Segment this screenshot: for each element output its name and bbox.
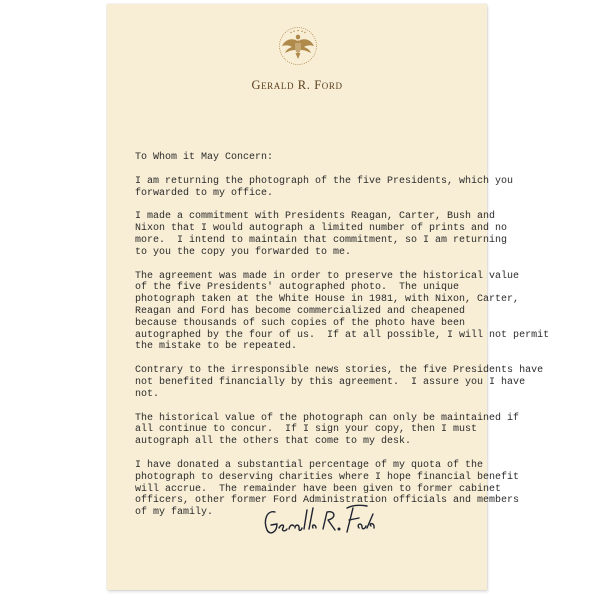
paragraph-5: The historical value of the photograph can only be maintained if all continue to concur. If I sign your copy, then I must autograph all the others that come to my desk. xyxy=(135,412,520,448)
paragraph-1: I am returning the photograph of the five Presidents, which you forwarded to my office. xyxy=(135,175,514,199)
letter-page xyxy=(107,4,550,590)
letterhead-name: Gerald R. Ford xyxy=(251,78,343,92)
salutation: To Whom it May Concern: xyxy=(135,152,274,163)
paragraph-6: I have donated a substantial percentage of my quota of the photograph to deserving charities where I hope financial benefit will accrue. The remainder have been given to former cabinet officers, other former Ford Administration officials and members of my family. xyxy=(135,459,520,519)
paragraph-3: The agreement was made in order to preserve the historical value of the five Presidents' autographed photo. The unique photograph taken at the White House in 1981, with Nixon, Carter, Reagan and Ford has become commercialized and cheapened because thousands of such copies of the photo have been autographed by the four of us. If at all possible, I will not permit the mistake to be repeated. xyxy=(135,270,550,353)
letter-body xyxy=(135,152,550,531)
presidential-eagle-seal-icon xyxy=(278,26,318,66)
handwritten-signature xyxy=(259,498,379,542)
paragraph-2: I made a commitment with Presidents Reagan, Carter, Bush and Nixon that I would autograph a limited number of prints and no more. I intend to maintain that commitment, so I am returning to you the copy you forwarded to me. xyxy=(135,211,508,258)
paragraph-4: Contrary to the irresponsible news stories, the five Presidents have not benefited financially by this agreement. I assure you I have not. xyxy=(135,365,544,400)
